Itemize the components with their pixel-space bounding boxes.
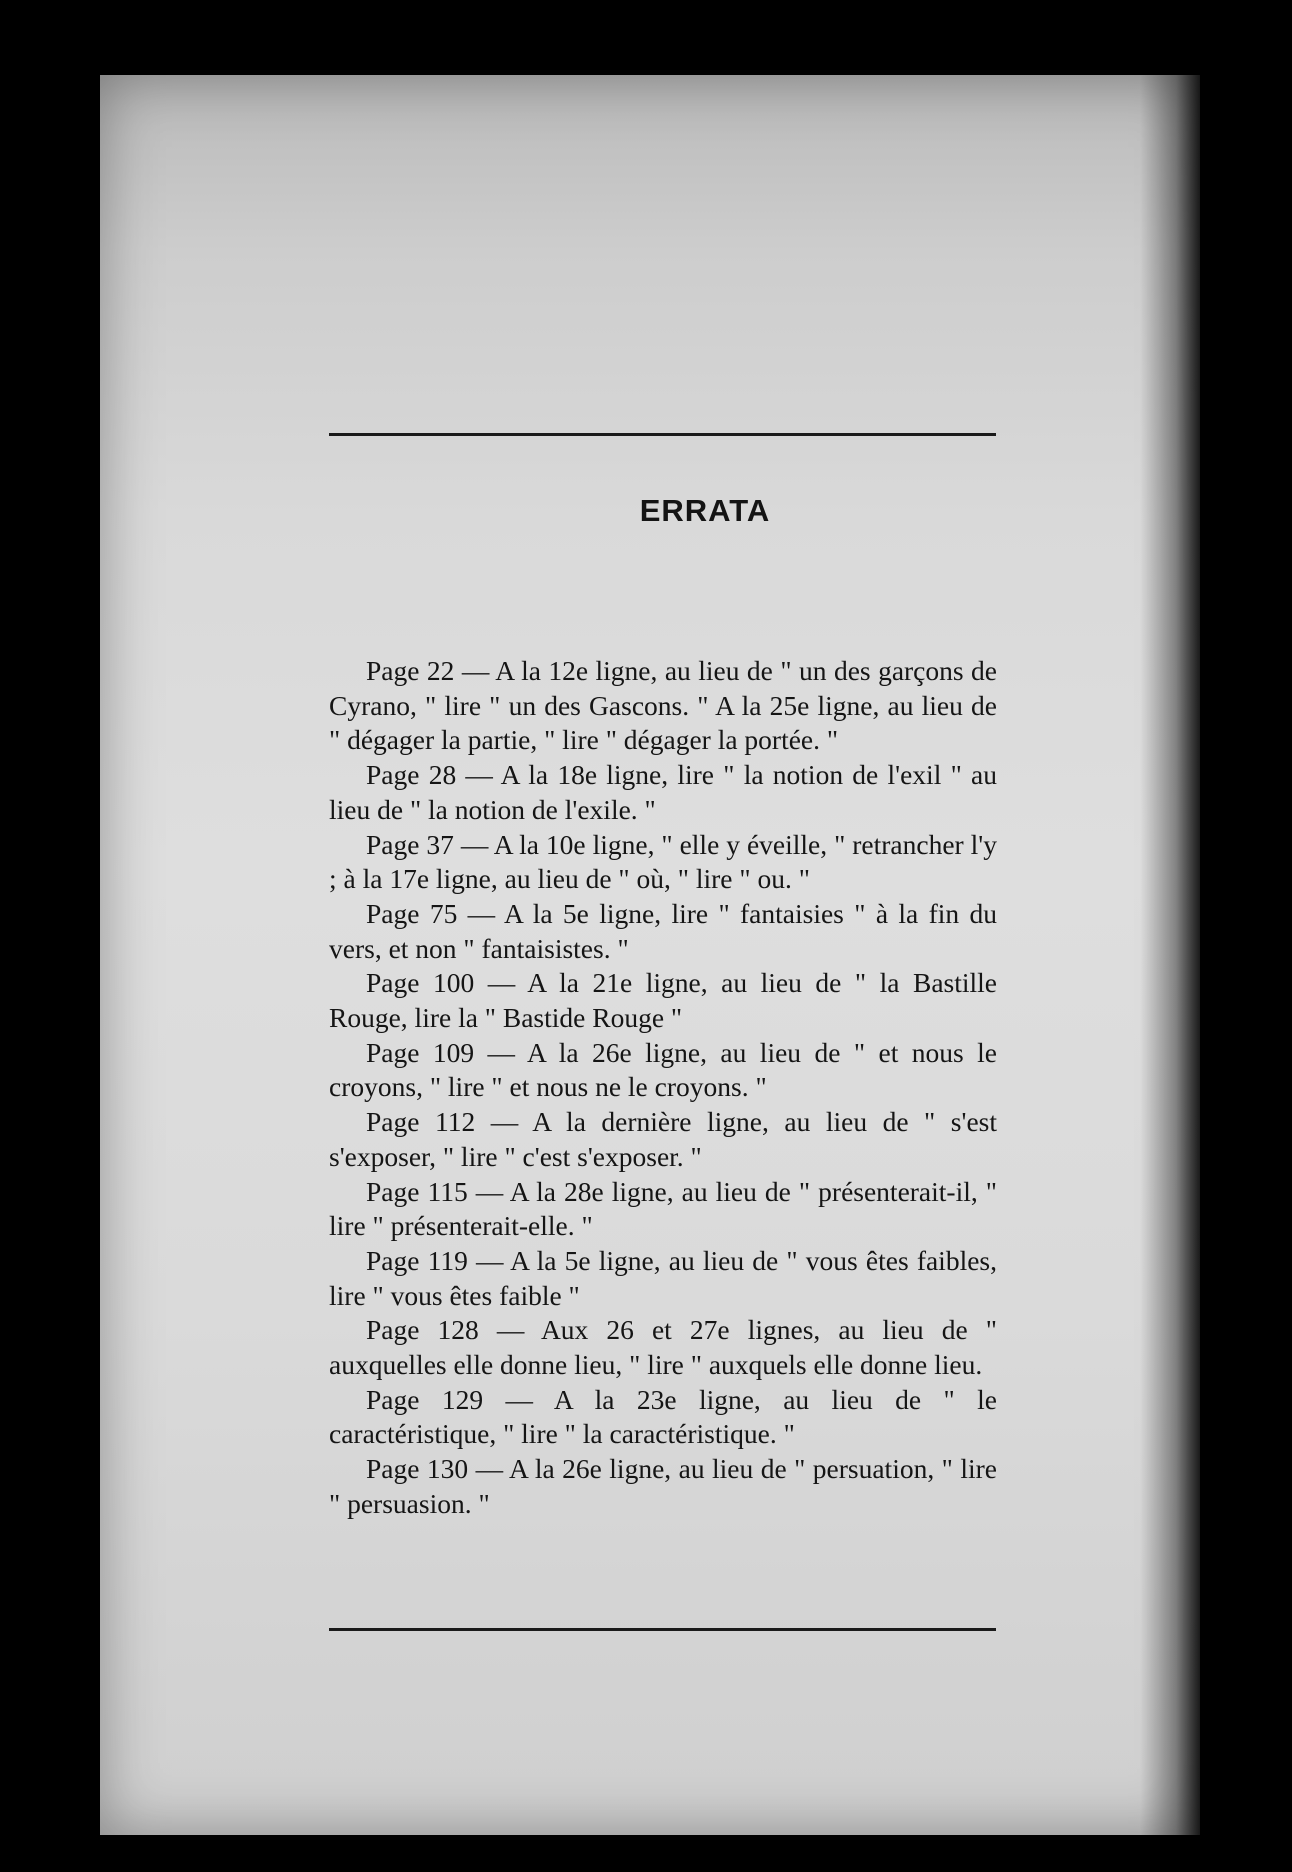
errata-entry: Page 119 — A la 5e ligne, au lieu de " vous êtes faibles, lire " vous êtes faible " [329,1244,997,1311]
errata-entry: Page 130 — A la 26e ligne, au lieu de " persuation, " lire " persuasion. " [329,1453,997,1519]
errata-entry: Page 100 — A la 21e ligne, au lieu de " la Bastille Rouge, lire la " Bastide Rouge " [329,967,997,1034]
errata-entry: Page 115 — A la 28e ligne, au lieu de " présenterait-il, " lire " présenterait-elle. " [329,1175,997,1242]
scanned-page [100,75,1200,1835]
errata-entry: Page 37 — A la 10e ligne, " elle y éveille, " retrancher l'y ; à la 17e ligne, au lieu de " où, " lire " ou. " [329,828,997,895]
errata-entry: Page 109 — A la 26e ligne, au lieu de " et nous le croyons, " lire " et nous ne le croyons. " [329,1036,997,1103]
errata-entry: Page 28 — A la 18e ligne, lire " la notion de l'exil " au lieu de " la notion de l'exile. " [329,759,997,825]
bottom-rule [329,1628,996,1631]
errata-entry: Page 75 — A la 5e ligne, lire " fantaisies " à la fin du vers, et non " fantaisistes. " [329,897,997,964]
errata-entry: Page 112 — A la dernière ligne, au lieu de " s'est s'exposer, " lire " c'est s'exposer. " [329,1106,997,1172]
top-rule [329,433,996,436]
page-title: ERRATA [639,493,771,528]
errata-entry: Page 128 — Aux 26 et 27e lignes, au lieu de " auxquelles elle donne lieu, " lire " auxquels elle donne lieu. [329,1314,997,1381]
errata-list [329,654,997,1522]
page-edge-shadow [1140,75,1200,1835]
errata-entry: Page 129 — A la 23e ligne, au lieu de " le caractéristique, " lire " la caractéristique. " [329,1383,997,1450]
errata-entry: Page 22 — A la 12e ligne, au lieu de " un des garçons de Cyrano, " lire " un des Gascons. " A la 25e ligne, au lieu de " dégager la partie, " lire " dégager la portée. " [329,655,997,756]
